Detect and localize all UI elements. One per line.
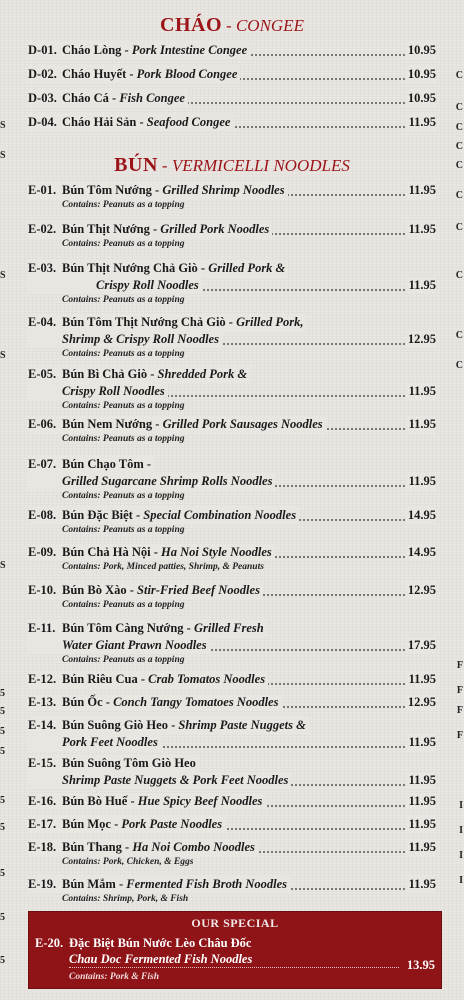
edge-glyph: I — [459, 800, 463, 811]
edge-glyph: 5 — [0, 868, 5, 879]
contains-note: Contains: Peanuts as a topping — [62, 295, 185, 305]
contains-note: Contains: Peanuts as a topping — [62, 655, 185, 665]
menu-item-e01: E-01. Bún Tôm Nướng - Grilled Shrimp Noodles 11.95 Contains: Peanuts as a topping — [28, 183, 436, 210]
menu-item-e19: E-19. Bún Mắm - Fermented Fish Broth Noodles 11.95 Contains: Shrimp, Pork, & Fish — [28, 877, 436, 904]
menu-item-d02: D-02. Cháo Huyết - Pork Blood Congee 10.95 — [28, 67, 436, 81]
edge-glyph: 5 — [0, 795, 5, 806]
price: 14.95 — [405, 507, 436, 524]
edge-glyph: C — [455, 190, 463, 201]
edge-glyph: I — [459, 850, 463, 861]
price: 11.95 — [406, 671, 436, 688]
edge-glyph: S — [0, 120, 6, 131]
contains-note: Contains: Peanuts as a topping — [62, 491, 185, 501]
edge-glyph: C — [455, 141, 463, 152]
right-edge-column — [454, 0, 464, 1000]
edge-glyph: 5 — [0, 688, 5, 699]
contains-note: Contains: Shrimp, Pork, & Fish — [62, 894, 189, 904]
contains-note: Contains: Peanuts as a topping — [62, 401, 185, 411]
edge-glyph: C — [455, 330, 463, 341]
edge-glyph: S — [0, 150, 6, 161]
price: 12.95 — [405, 331, 436, 348]
special-heading: OUR SPECIAL — [191, 916, 279, 930]
price: 11.95 — [406, 277, 436, 294]
edge-glyph: C — [455, 222, 463, 233]
menu-item-e03: E-03. Bún Thịt Nướng Chả Giò - Grilled Pork & Crispy Roll Noodles 11.95 Contains: Peanuts as a topping — [28, 261, 436, 305]
price: 11.95 — [406, 473, 436, 490]
price: 10.95 — [405, 66, 436, 83]
edge-glyph: C — [455, 270, 463, 281]
edge-glyph: F — [456, 685, 463, 696]
price: 11.95 — [406, 221, 436, 238]
edge-glyph: S — [0, 270, 6, 281]
menu-item-e04: E-04. Bún Tôm Thịt Nướng Chả Giò - Grilled Pork, Shrimp & Crispy Roll Noodles 12.95 Contains: Peanuts as a topping — [28, 315, 436, 359]
edge-glyph: 5 — [0, 726, 5, 737]
edge-glyph: F — [456, 730, 463, 741]
menu-item-d04: D-04. Cháo Hải Sản - Seafood Congee 11.95 — [28, 115, 436, 129]
menu-item-e18: E-18. Bún Thang - Ha Noi Combo Noodles 11.95 Contains: Pork, Chicken, & Eggs — [28, 840, 436, 867]
edge-glyph: I — [459, 825, 463, 836]
price: 11.95 — [406, 816, 436, 833]
special-price: 13.95 — [406, 958, 435, 972]
edge-glyph: 5 — [0, 912, 5, 923]
menu-item-d01: D-01. Cháo Lòng - Pork Intestine Congee 10.95 — [28, 43, 436, 57]
price: 11.95 — [406, 876, 436, 893]
edge-glyph: C — [455, 102, 463, 113]
special-item-name: E-20. Đặc Biệt Bún Nước Lèo Châu Đốc — [35, 936, 252, 950]
price: 12.95 — [405, 582, 436, 599]
price: 11.95 — [406, 793, 436, 810]
price: 11.95 — [406, 839, 436, 856]
special-item-english: Chau Doc Fermented Fish Noodles — [69, 952, 399, 968]
edge-glyph: I — [459, 875, 463, 886]
price: 11.95 — [406, 734, 436, 751]
price: 11.95 — [406, 383, 436, 400]
edge-glyph: C — [455, 122, 463, 133]
contains-note: Contains: Peanuts as a topping — [62, 200, 185, 210]
edge-glyph: 5 — [0, 822, 5, 833]
menu-item-e15: E-15. Bún Suông Tôm Giò Heo Shrimp Paste Nuggets & Pork Feet Noodles 11.95 — [28, 756, 436, 787]
special-contains-note: Contains: Pork & Fish — [69, 972, 160, 982]
menu-item-e06: E-06. Bún Nem Nướng - Grilled Pork Sausages Noodles 11.95 Contains: Peanuts as a topping — [28, 417, 436, 444]
menu-item-e08: E-08. Bún Đặc Biệt - Special Combination Noodles 14.95 Contains: Peanuts as a topping — [28, 508, 436, 535]
edge-glyph: C — [455, 160, 463, 171]
price: 12.95 — [405, 694, 436, 711]
price: 11.95 — [406, 772, 436, 789]
contains-note: Contains: Pork, Minced patties, Shrimp, & Peanuts — [62, 562, 264, 572]
price: 11.95 — [406, 416, 436, 433]
menu-item-e07: E-07. Bún Chạo Tôm - Grilled Sugarcane Shrimp Rolls Noodles 11.95 Contains: Peanuts as a topping — [28, 457, 436, 501]
section-title-bun: BÚN - VERMICELLI NOODLES — [114, 154, 350, 176]
price: 14.95 — [405, 544, 436, 561]
contains-note: Contains: Peanuts as a topping — [62, 434, 185, 444]
edge-glyph: 5 — [0, 706, 5, 717]
edge-glyph: 5 — [0, 746, 5, 757]
contains-note: Contains: Peanuts as a topping — [62, 525, 185, 535]
menu-item-e13: E-13. Bún Ốc - Conch Tangy Tomatoes Noodles 12.95 — [28, 695, 436, 709]
edge-glyph: F — [456, 705, 463, 716]
contains-note: Contains: Peanuts as a topping — [62, 600, 185, 610]
edge-glyph: 5 — [0, 955, 5, 966]
price: 10.95 — [405, 90, 436, 107]
menu-item-d03: D-03. Cháo Cá - Fish Congee 10.95 — [28, 91, 436, 105]
price: 11.95 — [406, 182, 436, 199]
edge-glyph: C — [455, 70, 463, 81]
contains-note: Contains: Peanuts as a topping — [62, 239, 185, 249]
menu-item-e17: E-17. Bún Mọc - Pork Paste Noodles 11.95 — [28, 817, 436, 831]
special-box — [28, 911, 442, 989]
contains-note: Contains: Peanuts as a topping — [62, 349, 185, 359]
price: 17.95 — [405, 637, 436, 654]
contains-note: Contains: Pork, Chicken, & Eggs — [62, 857, 194, 867]
edge-glyph: S — [0, 560, 6, 571]
menu-item-e02: E-02. Bún Thịt Nướng - Grilled Pork Noodles 11.95 Contains: Peanuts as a topping — [28, 222, 436, 249]
edge-glyph: F — [456, 660, 463, 671]
price: 10.95 — [405, 42, 436, 59]
menu-item-e12: E-12. Bún Riêu Cua - Crab Tomatos Noodles 11.95 — [28, 672, 436, 686]
menu-item-e05: E-05. Bún Bì Chả Giò - Shredded Pork & Crispy Roll Noodles 11.95 Contains: Peanuts as a topping — [28, 367, 436, 411]
edge-glyph: C — [455, 360, 463, 371]
menu-item-e16: E-16. Bún Bò Huế - Hue Spicy Beef Noodles 11.95 — [28, 794, 436, 808]
menu-item-e10: E-10. Bún Bò Xào - Stir-Fried Beef Noodles 12.95 Contains: Peanuts as a topping — [28, 583, 436, 610]
price: 11.95 — [406, 114, 436, 131]
section-title-chao: CHÁO - CONGEE — [160, 14, 304, 36]
edge-glyph: S — [0, 350, 6, 361]
menu-item-e11: E-11. Bún Tôm Càng Nướng - Grilled Fresh Water Giant Prawn Noodles 17.95 Contains: Peanuts as a topping — [28, 621, 436, 665]
left-edge-column — [0, 0, 10, 1000]
menu-item-e09: E-09. Bún Chả Hà Nội - Ha Noi Style Noodles 14.95 Contains: Pork, Minced patties, Shrimp, & Peanuts — [28, 545, 436, 572]
menu-item-e14: E-14. Bún Suông Giò Heo - Shrimp Paste Nuggets & Pork Feet Noodles 11.95 — [28, 718, 436, 749]
